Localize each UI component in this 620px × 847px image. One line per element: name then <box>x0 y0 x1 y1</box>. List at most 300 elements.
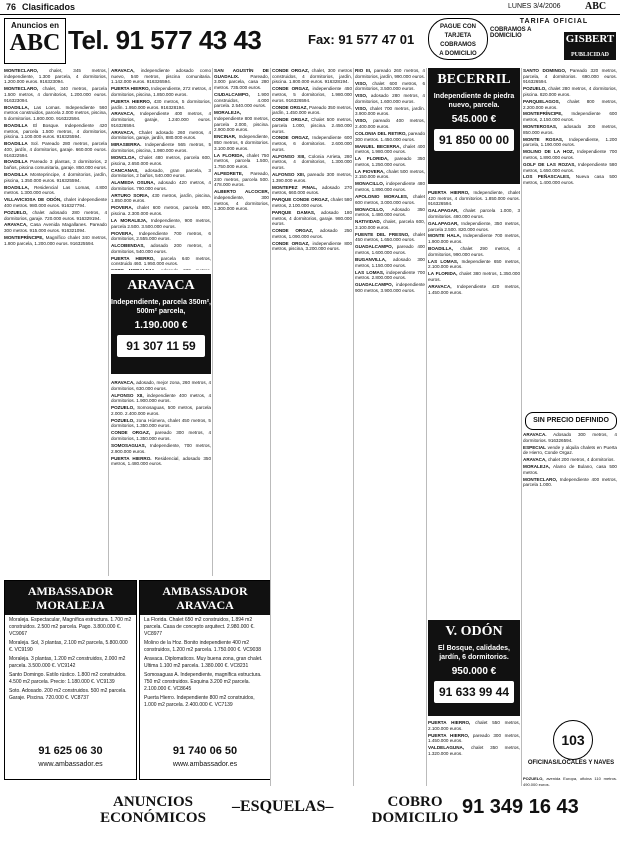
listings-column-5 <box>355 68 425 780</box>
listing-text: independiente 480 metros, 1.890.000 euros. <box>355 181 425 193</box>
listing-heading: ARAVACA, <box>111 111 135 117</box>
listing-item <box>355 244 425 255</box>
listing-item <box>4 105 107 122</box>
listing-item <box>214 110 269 133</box>
listing-text: Alamo de Bulano, casa 500 metros. <box>523 464 617 475</box>
listing-text: chalet 550 metros, 2.100.000 euros. <box>428 720 520 731</box>
listing-heading: CANCANAS, <box>111 167 139 173</box>
listing-text: independiente adosado como nuevo, 540 metros, piscina comunitaria. 1.142.000 euros. 916326594. <box>111 68 211 85</box>
listing-heading: MONCLOA, <box>111 154 137 160</box>
listing-heading: SAN AGUSTÍN DE GUADALIX. <box>214 68 269 79</box>
ambassador-aravaca-ad <box>139 580 271 780</box>
listing-heading: MONTE ROSAS, <box>523 136 564 142</box>
listing-text: chalet 800 metros, 2.200.000 euros. <box>523 98 617 110</box>
listing-item <box>4 197 107 208</box>
listing-item <box>111 418 211 429</box>
listing-heading: ARAVACA, <box>428 283 452 289</box>
listing-text: Nueva casa 500 metros, 1.400.000 euros. <box>523 174 617 186</box>
listing-item <box>355 270 425 281</box>
listing-item <box>111 180 211 191</box>
listing-heading: RIO III, <box>355 68 372 73</box>
listing-heading: POZUELO, <box>111 417 135 423</box>
listing-text: Colonia Arrieta, 280 metros, 4 dormitorios, 1.300.000 euros. <box>272 153 352 171</box>
ad-listing-line: Moraleja. 3 plantas, 1.200 m2 construidos, 2.000 m2 parcela. 3.500.000 €. VC9142 <box>9 656 126 669</box>
listing-text: Independiente 420 metros, 1.450.000 euros. <box>428 283 520 295</box>
listing-text: adosado, mejor zona, 260 metros, 4 dormitorios, 630.000 euros. <box>111 380 211 391</box>
ad-phone: 91 740 06 50 <box>172 745 238 757</box>
listing-text: Chalet 480 metros, parcela 600, piscina, 2.650.000 euros. <box>111 154 211 166</box>
ad-website[interactable]: www.ambassador.es <box>172 761 238 768</box>
listing-text: adosado 280 metros, 4 dormitorios, 1.600.000 euros. <box>355 93 425 104</box>
listing-text: chalet 400 metros, 1.980.000 euros. <box>355 143 425 155</box>
listing-item <box>214 171 269 188</box>
listing-item <box>4 172 107 183</box>
listing-heading: ARAVACA, <box>111 129 135 135</box>
listing-heading: GOLF DE LAS ROZAS, <box>523 161 576 167</box>
column-divider <box>521 68 522 786</box>
listing-text: Independiente, 700 metros, 2.900.000 euros. <box>111 442 211 454</box>
listing-text: Somosaguas, 500 metros, parcela 2.000. 2.400.000 euros. <box>111 405 211 416</box>
listing-heading: ENCINAR, <box>214 134 237 140</box>
listing-heading: LA FLORIDA, <box>355 156 389 162</box>
listing-item <box>355 156 425 167</box>
listings-column-7 <box>523 68 617 408</box>
listing-heading: ESPECIAL <box>523 444 546 450</box>
listing-heading: VISO, <box>355 80 368 86</box>
listing-item <box>428 246 520 257</box>
listing-heading: BOADILLA, <box>428 246 454 252</box>
listing-item <box>111 155 211 166</box>
listing-heading: MONTEPRÍNCIPE, <box>4 235 44 241</box>
footer-phone: 91 349 16 43 <box>462 796 579 818</box>
listing-item <box>4 68 107 85</box>
listing-item <box>355 257 425 268</box>
listing-item <box>111 86 211 97</box>
listing-heading: MONTEROSAS, <box>523 124 558 130</box>
badge-line: PAGUE CON <box>440 24 476 30</box>
listing-item <box>355 144 425 155</box>
ad-listing-line: Molino de la Hoz. Bonito independiente 400 m2 construidos, 1.200 m2 parcela. 1.750.000 €. VC9038 <box>144 640 262 653</box>
ad-description: Independiente de piedra nuevo, parcela. <box>433 93 515 109</box>
listing-text: adosado 250 metros, 1.090.000 euros. <box>272 228 352 239</box>
ad-listing-line: Aravaca. Diplomaticos. Muy buena zona, gran chalet. Ultima 1.100 m2 parcela. 1.380.000 €. VC8231 <box>144 656 263 669</box>
listing-heading: LA MORALEJA, <box>111 217 148 223</box>
listing-heading: MONTE HALA, <box>428 233 461 239</box>
ad-title: AMBASSADOR <box>27 584 114 598</box>
listing-text: chalet, 300 metros construidos, 4 dormitorios, jardín, piscina. 1.800.000 euros. 916328194. <box>272 68 352 85</box>
ad-price: 1.190.000 € <box>134 320 188 331</box>
listing-text: Independiente 800 metros, parcela 2.000, piscina. 2.900.000 euros. <box>214 116 269 133</box>
listing-item <box>355 207 425 218</box>
listing-heading: POZUELO, <box>523 86 547 92</box>
listing-text: chalet 600 metros, parcela 800, piscina. 2.300.000 euros. <box>111 205 211 217</box>
column-divider <box>426 68 427 786</box>
offices-section-number: 103 <box>553 720 593 760</box>
listing-item <box>111 168 211 179</box>
listing-item <box>272 68 352 85</box>
listing-text: Independiente 700 metros, 6 dormitorios, 2.555.000 euros. <box>111 230 211 242</box>
listing-text: chalet 750 metros, parcela 1.500, 1.750.000 euros. <box>214 152 269 169</box>
listing-item <box>4 159 107 170</box>
listing-text: Pareado, 3.000 parcela, casa 280 metros. 735.000 euros. <box>214 73 269 91</box>
listing-text: Residencial, adosado 350 metros, 1.480.000 euros. <box>111 455 211 467</box>
listing-item <box>523 432 617 443</box>
listings-column-3 <box>214 68 269 270</box>
listing-text: Independiente, chalet 420 metros, 4 dormitorios. 1.850.000 euros. 916326594. <box>428 190 520 207</box>
listing-item <box>4 86 107 103</box>
column-divider <box>353 68 354 786</box>
listing-item <box>428 745 520 756</box>
listing-text: adosado 300 metros, 1.150.000 euros. <box>355 256 425 268</box>
listing-item <box>355 118 425 129</box>
listing-item <box>523 111 617 122</box>
listing-heading: MONTEPRÍNCIPE, <box>523 111 563 117</box>
listing-text: 430 metros, jardín, piscina, 1.850.000 euros. <box>111 192 211 204</box>
listing-heading: PUERTA HIERRO, <box>428 190 470 195</box>
listing-item <box>111 142 211 153</box>
listing-text: parcela 640 metros, construido 460. 1.950.000 euros. <box>111 255 211 267</box>
footer-obituaries: –ESQUELAS– <box>232 798 334 815</box>
listing-text: independiente 800 metros, piscina, 3.200.000 euros. <box>272 240 352 252</box>
listing-item <box>523 477 617 488</box>
listing-item <box>523 445 617 456</box>
listings-column-6 <box>428 190 520 614</box>
listing-heading: MIRASIERRA. <box>111 142 142 148</box>
listing-item <box>111 205 211 216</box>
listing-heading: MONACILLO, <box>355 206 385 212</box>
listing-text: chalet parcela 1.000, 3 dormitorios. 480.000 euros. <box>428 208 520 219</box>
listings-column-6b <box>428 720 520 786</box>
column-divider <box>270 68 271 786</box>
listing-item <box>523 162 617 173</box>
listing-item <box>214 153 269 170</box>
listing-item <box>111 130 211 141</box>
listing-text: chalet 280 metros, 4 dormitorios, piscina. 820.000 euros. <box>523 86 617 97</box>
listing-heading: CONDE ORGAZ, <box>272 135 310 141</box>
listing-heading: POZUELO, <box>111 405 135 411</box>
listing-heading: PUERTA HIERRO, <box>111 86 150 92</box>
listing-text: Independiente 700 metros, 1.900.000 euros. <box>428 233 520 245</box>
listing-heading: VILLAVICIOSA DE ODÓN, <box>4 197 62 203</box>
listing-heading: MONTECLARO, <box>4 68 39 73</box>
listing-item <box>355 93 425 104</box>
ad-title: BECERRIL <box>437 72 511 87</box>
ads-fax: Fax: 91 577 47 01 <box>308 32 415 47</box>
listing-heading: GALAPAGAR, <box>428 208 459 214</box>
listing-heading: MOLINO DE LA HOZ, <box>523 149 574 155</box>
listing-text: Independiente 400 metros, 4 dormitorios, garaje, 1.240.000 euros. 916326594. <box>111 111 211 128</box>
listing-item <box>523 86 617 97</box>
listing-text: pareado 300 metros, 1.390.000 euros. <box>272 172 352 183</box>
becerril-ad <box>428 68 520 184</box>
listing-heading: MORALEJA, <box>523 464 551 470</box>
section-title: Clasificados <box>22 2 76 12</box>
listing-heading: ALCOBENDAS, <box>111 243 145 249</box>
listing-heading: VISO, <box>355 105 368 111</box>
page-number: 76 <box>6 2 17 12</box>
ad-website[interactable]: www.ambassador.es <box>38 761 103 768</box>
listing-heading: MORALEJA, <box>214 110 242 116</box>
ad-listing-line: Puerta Hierro. Independiente 800 m2 construidos, 1.000 m2 parcela. 2.400.000 €. VC7139 <box>144 695 255 708</box>
listing-item <box>523 68 617 85</box>
listing-item <box>111 111 211 128</box>
ad-title: V. ODÓN <box>445 624 503 639</box>
listing-item <box>523 464 617 475</box>
listing-text: independiente 450 metros, 5 dormitorios, 1.980.000 euros. 916326594. <box>272 86 352 103</box>
listing-heading: POZUELO, <box>523 776 544 781</box>
listing-text: pareado 400 metros, 1.600.000 euros. <box>355 244 425 256</box>
badge-line: TARJETA <box>444 33 472 39</box>
listing-heading: POZUELO, <box>4 209 28 215</box>
listing-text: Independiente, 1.200 parcela, 1.190.000 euros. <box>523 136 617 148</box>
listing-text: pareado 300 metros. 1.450.000 euros. <box>355 130 425 142</box>
listing-item <box>111 456 211 467</box>
ad-listing-line: Moraleja. Sol, 3 plantas, 2.100 m2 parcela, 5.800.000 €. VC9190 <box>9 640 128 653</box>
listing-heading: BOADILLA, <box>4 184 30 190</box>
listing-text: Adosado 350 metros, 1.480.000 euros. <box>355 206 425 218</box>
ad-contact <box>5 745 136 771</box>
listing-item <box>428 720 520 731</box>
listing-item <box>272 172 352 183</box>
tarifa-title: TARIFA OFICIAL <box>519 18 589 25</box>
listing-heading: ARAVACA, <box>111 380 135 385</box>
vodon-ad <box>428 620 520 716</box>
listing-item <box>355 169 425 180</box>
listing-heading: PUERTA HIERRO, <box>111 255 155 261</box>
listing-item <box>428 284 520 295</box>
listing-text: Independiente 600 metros, 2.150.000 euros. <box>523 111 617 123</box>
listing-text: Independiente 400 metros, parcela 1.000. <box>523 476 617 488</box>
listing-heading: GALAPAGAR, <box>428 220 459 226</box>
footer-ads-line1: ANUNCIOS <box>112 794 193 810</box>
listing-heading: ALFONSO XII, <box>111 392 144 398</box>
listing-text: chalet 380 metros, 1.350.000 euros. <box>428 271 520 282</box>
listing-item <box>272 154 352 171</box>
listing-item <box>272 241 352 252</box>
gisbert-logo <box>564 32 616 60</box>
listing-text: chalet 700 metros, jardín. 3.900.000 euros. <box>355 105 425 117</box>
listing-item <box>355 181 425 192</box>
listing-text: pareado 400 metros, 2.400.000 euros. <box>355 118 425 130</box>
listing-text: chalet 600 metros, 6 dormitorios, 3.500.000 euros. <box>355 80 425 92</box>
listing-item <box>214 189 269 212</box>
aravaca-ad <box>111 274 211 374</box>
listing-item <box>523 174 617 185</box>
listing-heading: PARQUELAGOS, <box>523 98 560 104</box>
listing-text: chalet 600 metros, 3.000.000 euros. <box>355 193 425 205</box>
listing-heading: PIOVERA, <box>111 205 133 211</box>
listing-heading: CONDE ORGAZ, <box>272 117 309 123</box>
listing-heading: SANTO DOMINGO, <box>523 68 567 73</box>
listing-item <box>272 197 352 208</box>
ambassador-moraleja-ad <box>4 580 137 780</box>
listing-heading: VISO, <box>355 93 368 99</box>
listing-item <box>355 219 425 230</box>
listing-item <box>111 68 211 85</box>
ad-listing-line: Somosaguas A. Independiente, magnífica estructura. 750 m2 construidos. Esquina 3.200 m2 parcela. 2.100.000 €. VC8645 <box>144 672 262 692</box>
ad-header <box>5 581 136 615</box>
column-divider <box>108 68 109 576</box>
listing-heading: PUERTA HIERRO, <box>428 732 470 738</box>
listing-text: Pareado 3 plantas, 3 dormitorios, 2 baños, piscina comunitaria, garaje. 850.000 euros. <box>4 159 107 171</box>
listing-heading: ARTURO SORIA, <box>111 192 150 198</box>
listing-text: adosado 420 metros, 4 dormitorios. 790.000 euros. <box>111 180 211 191</box>
listing-item <box>272 86 352 103</box>
listing-heading: PARQUE DAMAS, <box>272 209 316 215</box>
listing-heading: ALFONSO XIII, <box>272 172 306 178</box>
listing-item <box>523 137 617 148</box>
listing-text: chalet 450 metros, 1.650.000 euros. <box>355 231 425 243</box>
abc-ads-logo <box>4 18 66 64</box>
listing-text: adosado 300 metros, 850.000 euros. <box>523 124 617 135</box>
listing-item <box>4 185 107 196</box>
listing-item <box>214 92 269 109</box>
listing-text: vende y alquila chalets en Puerta de Hierro, Conde Orgaz. <box>523 444 617 456</box>
listing-text: Sol. Pareado 280 metros, parcela 400, jardín, 4 dormitorios, garaje. 660.000 euros. 916322594. <box>4 141 107 158</box>
listing-item <box>4 235 107 246</box>
listing-heading <box>111 268 156 270</box>
listing-heading: GUADALCAMPO, <box>355 244 394 250</box>
listing-item <box>523 457 617 463</box>
ads-phone: Tel. 91 577 43 43 <box>68 25 262 55</box>
listing-text: Las Lomas. Independiente 560 metros construidos, parcela 2.000 metros, piscina, 5 dormitorios. 1.800.000. 916322594. <box>4 104 107 121</box>
footer-banner <box>0 790 620 847</box>
footer-collection-line1: COBRO <box>387 794 443 810</box>
listing-heading: CONDE ORGAZ, <box>272 240 310 246</box>
ad-subtitle: MORALEJA <box>36 598 105 612</box>
listing-item <box>428 190 520 207</box>
listing-heading: VISO, <box>355 118 368 124</box>
ad-listing-line: La Florida. Chalet 650 m2 construidos, 1.894 m2 parcela. Casa de concepto arquitect. 2.980.000 €. VC8977 <box>144 617 255 637</box>
listing-text: chalet, 345 metros, independiente, 1.300 parcela, 4 dormitorios, 1.200.000 euros. 916323094. <box>4 68 107 85</box>
listing-heading: ARAVACA, <box>111 68 135 73</box>
listing-heading: BOADILLA <box>4 122 28 128</box>
listing-heading: SOMOSAGUAS, <box>111 442 146 448</box>
listing-heading: PARQUE CONDE ORGAZ, <box>272 197 329 203</box>
listing-item <box>523 124 617 135</box>
listing-item <box>428 733 520 744</box>
tarifa-sub: COBRAMOS A DOMICILIO <box>490 27 532 39</box>
no-price-heading: SIN PRECIO DEFINIDO <box>525 412 617 430</box>
issue-date: LUNES 3/4/2006 <box>508 3 561 10</box>
listing-item <box>428 221 520 232</box>
listing-text: Independiente, 350 metros, parcela 2.500. 820.000 euros. <box>428 220 520 232</box>
listing-text: Casa Avenida Magallanes. Pareado 300 metros. 915.000 euros. 916321094. <box>4 222 107 234</box>
listing-text: independiente 400 metros, 4 dormitorios. 1.900.000 euros. <box>111 392 211 404</box>
listing-item <box>111 231 211 242</box>
listing-text: avenida Europa, oficina 110 metros. 490.000 euros. <box>523 776 617 787</box>
gisbert-name: GISBERT <box>565 33 615 45</box>
listing-item <box>355 232 425 243</box>
listing-heading: PUERTA HIERRO, <box>428 720 471 725</box>
ad-description: El Bosque, calidades, jardín, 6 dormitorios. <box>438 645 510 661</box>
listing-text: Independiente, 900 metros, parcela 2.500. 3.500.000 euros. <box>111 217 211 229</box>
listing-text: pareado 300 metros, 1.450.000 euros. <box>428 732 520 744</box>
listing-item <box>4 123 107 140</box>
listing-item <box>111 218 211 229</box>
listing-text: chalet 500 metros, 2.150.000 euros. <box>355 168 425 180</box>
listing-heading: ALFONSO XIII, <box>272 153 306 159</box>
listing-text: adosado 200 metros, 4 dormitorios, 540.000 euros. <box>111 243 211 254</box>
listing-text: Independiente 650 metros, 2.100.000 euros. <box>428 258 520 270</box>
listing-item <box>111 405 211 416</box>
listing-heading: CONDE ORGAZ, <box>272 68 310 73</box>
listing-heading: LAS LOMAS, <box>355 269 385 275</box>
listing-heading: ARAVACA, <box>523 457 547 463</box>
footer-ads-line2: ECONÓMICOS <box>100 810 206 826</box>
listing-text: pareado 300 metros, 4 dormitorios, 1.350.000 euros. <box>111 430 211 442</box>
listings-column-3b <box>272 68 352 576</box>
listing-item <box>272 185 352 196</box>
listing-item <box>355 81 425 92</box>
listings-column-2 <box>111 68 211 270</box>
listing-item <box>4 222 107 233</box>
listings-column-1 <box>4 68 107 576</box>
listing-item <box>111 268 211 270</box>
logo-text: ABC <box>9 30 61 56</box>
listing-item <box>428 271 520 282</box>
ad-listing-line: Santo Domingo. Estilo rústico. 1.800 m2 construidos. 4.500 m2 parcela. Precio: 1.180.000 €. VC9139 <box>9 672 127 685</box>
listing-text: adosado, gran parcela, 3 dormitorios, 2 baños, 540.000 euros. <box>111 167 211 179</box>
listing-item <box>111 393 211 404</box>
badge-line: A DOMICILIO <box>439 51 477 57</box>
listing-heading: CONDE ORGAZ, <box>111 430 151 436</box>
ad-description: Independiente, parcela 350m², 500m² parcela, <box>111 299 211 315</box>
listing-heading: PUERTA HIERRO, <box>111 98 152 104</box>
ad-title: AMBASSADOR <box>162 584 248 598</box>
ad-contact <box>140 745 270 771</box>
listing-heading: FUENTE DEL FRESNO, <box>355 231 410 237</box>
logo-caption: Anuncios en <box>10 21 59 30</box>
listing-text: zona Húmera, chalet 450 metros, 5 dormitorios, 1.350.000 euros. <box>111 417 211 429</box>
listing-heading: CONDE ORGAZ, <box>272 228 314 234</box>
listing-text: Independiente, 272 metros, 4 dormitorios, piscina, 1.850.000 euros. <box>111 86 211 97</box>
listing-heading: ALAMEDA OSUNA, <box>111 180 155 186</box>
listing-heading: MONTEPEZ PINAL, <box>272 184 318 190</box>
listing-item <box>214 68 269 91</box>
listings-column-7b <box>523 432 617 716</box>
listing-text: independiente 700 metros. 2.800.000 euros. <box>355 269 425 281</box>
listing-text: chalet 580 metros, 2.100.000 euros. <box>272 197 352 208</box>
listing-item <box>111 256 211 267</box>
listing-text: Pareado, 240 metros, parcela 500. 478.000 euros. <box>214 170 269 188</box>
listing-heading: CIUDALCAMPO, <box>214 92 250 97</box>
ad-listings <box>5 615 136 706</box>
ad-phone: 91 625 06 30 <box>38 745 103 757</box>
listing-heading: VALDELAGUNA, <box>428 745 465 751</box>
listing-item <box>272 117 352 134</box>
listing-item <box>428 208 520 219</box>
gisbert-sub: PUBLICIDAD <box>570 52 609 58</box>
listing-item <box>4 210 107 221</box>
listing-heading: BOADILLA, <box>4 104 30 110</box>
listing-item <box>523 149 617 160</box>
listing-heading: BOADILLA <box>4 141 28 147</box>
listing-heading: LA FLORIDA, <box>428 271 458 277</box>
listing-text: Chalet adosado 260 metros, 4 dormitorios, garaje, jardín, 880.000 euros. <box>111 129 211 141</box>
listing-text: pareado 350 metros, 1.250.000 euros. <box>355 156 425 167</box>
footer-collection-line2: DOMICILIO <box>371 810 459 826</box>
page-header <box>0 0 620 15</box>
listing-heading: NATIVIDAD, <box>355 219 381 225</box>
listing-text: Independiente 700 metros, 1.890.000 euros. <box>523 149 617 160</box>
listings-column-2b <box>111 380 211 576</box>
listing-heading: BOADILLA <box>4 159 28 165</box>
listing-text: chalet 290 metros, 4 dormitorios, 990.000 euros. <box>428 246 520 257</box>
listing-heading: PUERTA HIERRO. <box>111 455 152 461</box>
listing-heading: MONTECLARO, <box>523 476 558 482</box>
listing-item <box>111 243 211 254</box>
